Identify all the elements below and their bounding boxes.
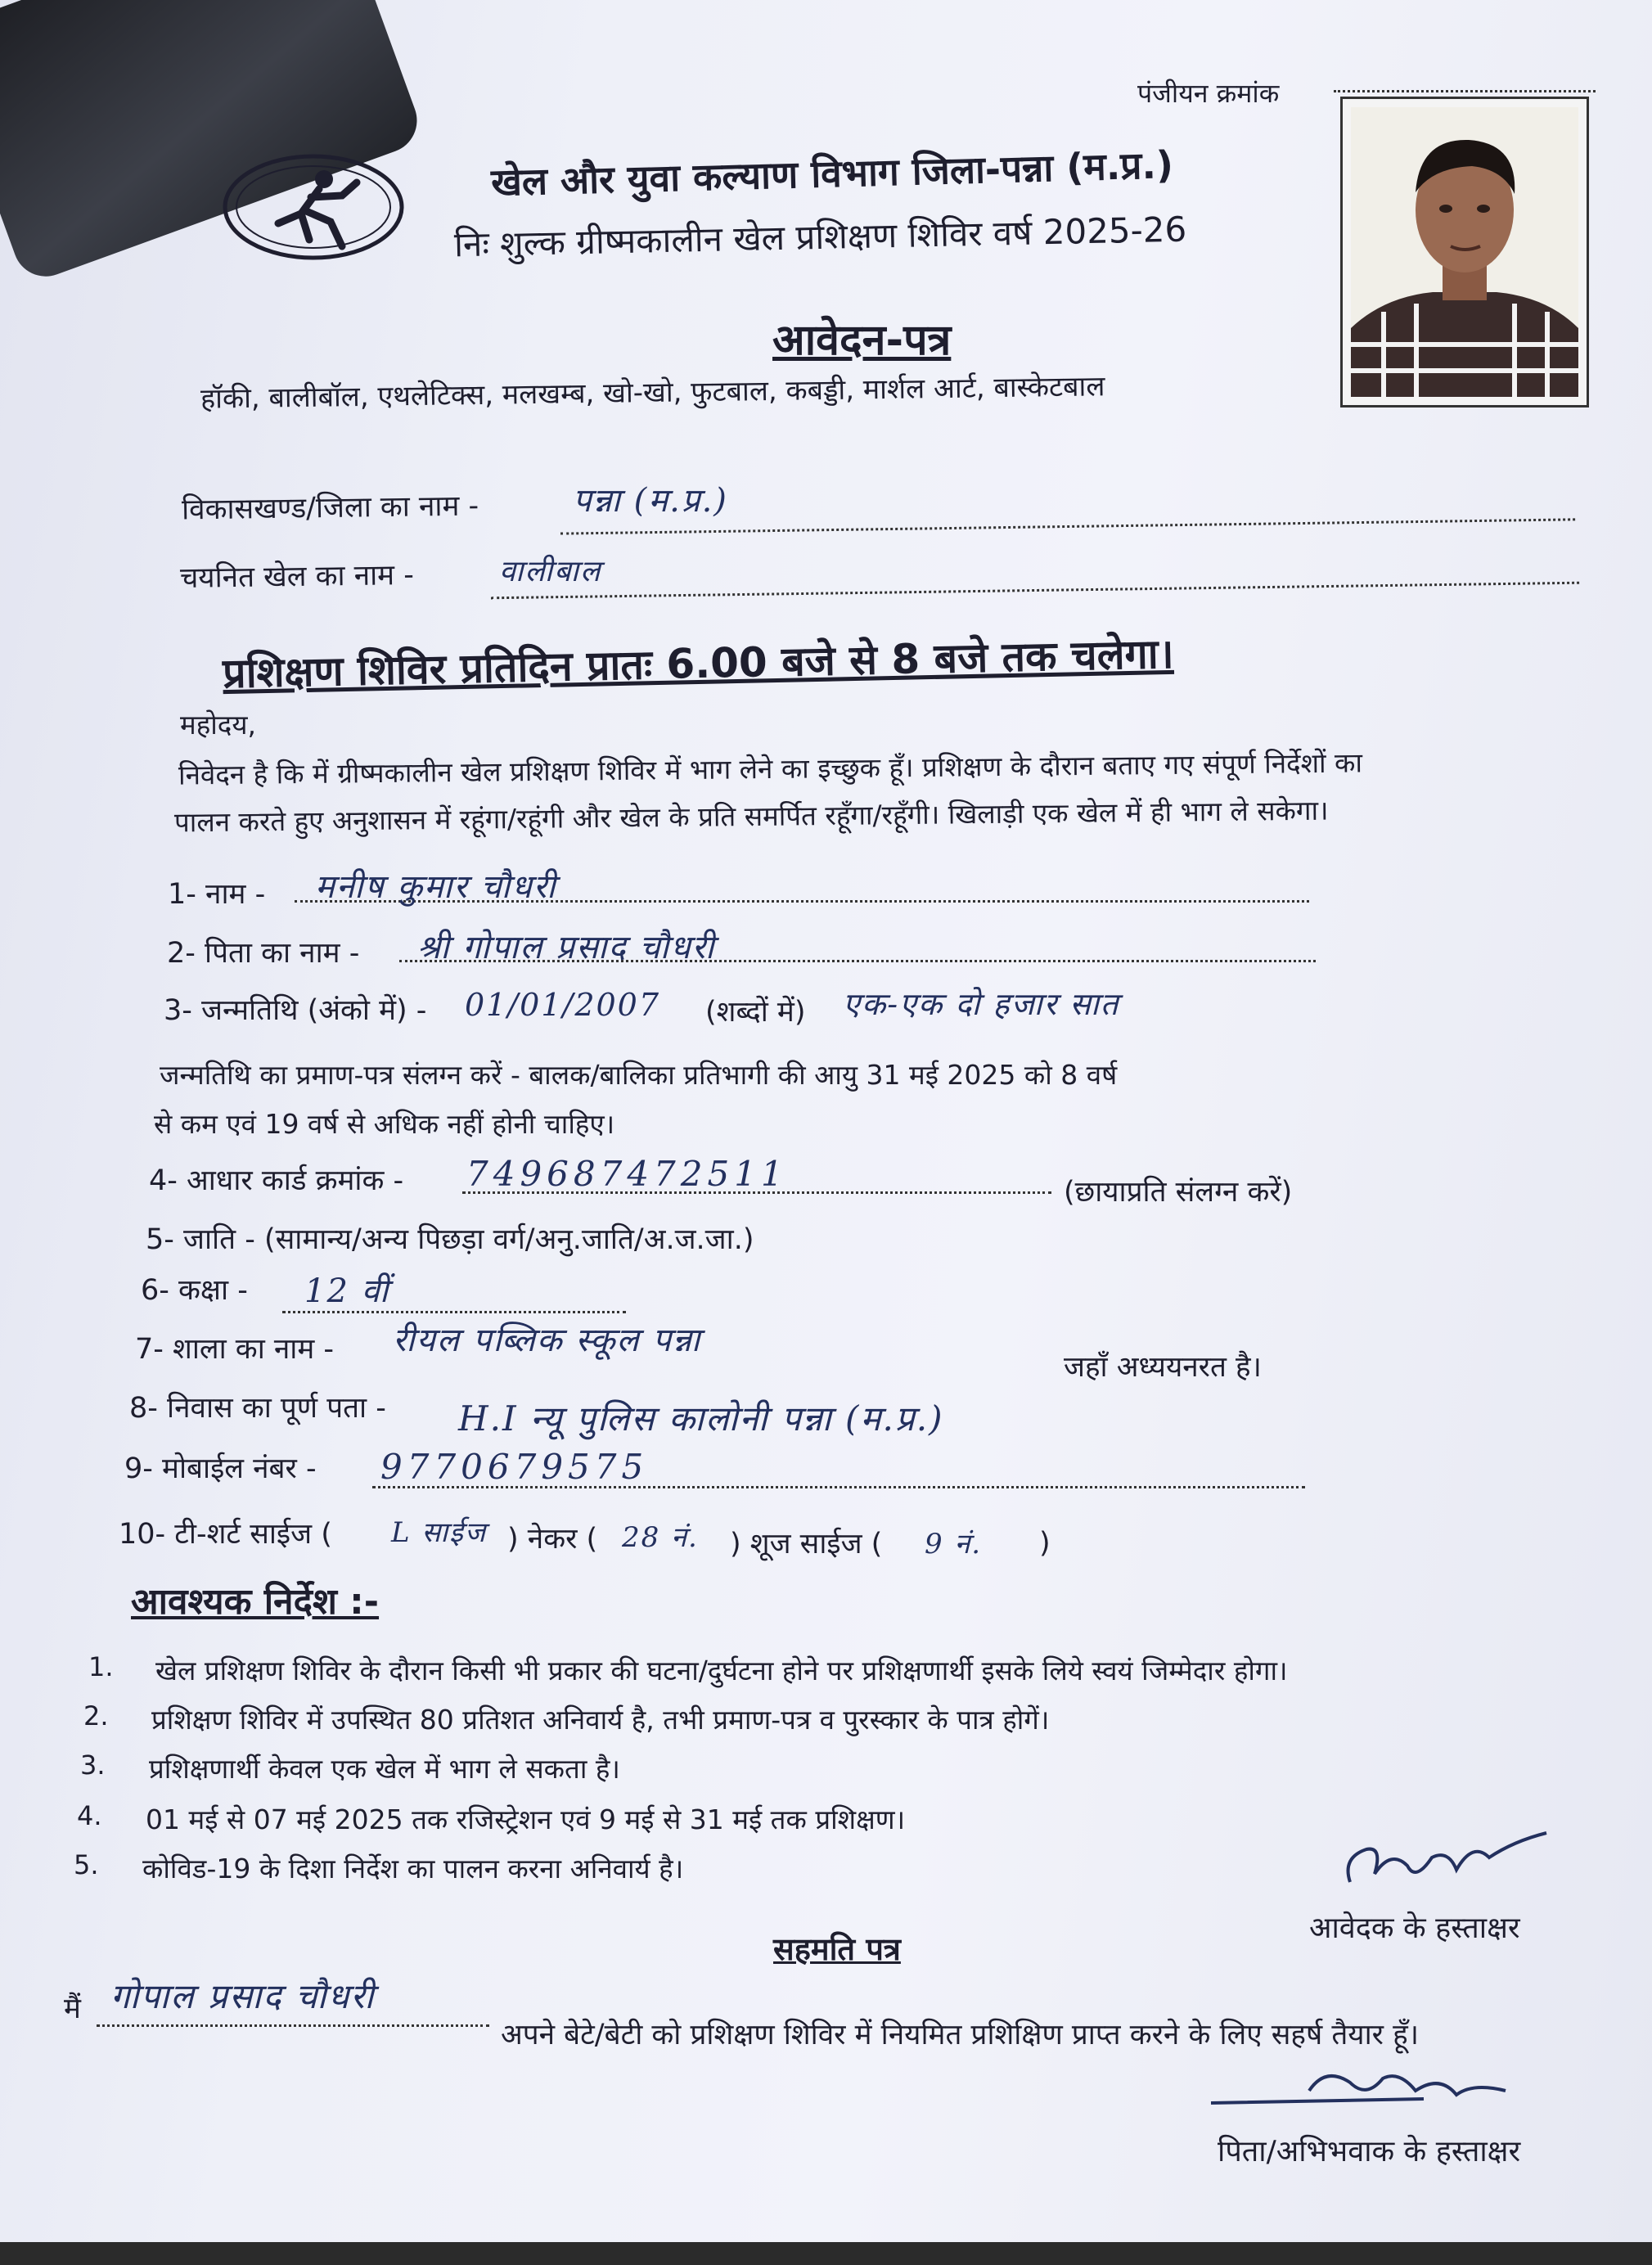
camp-subtitle: निः शुल्क ग्रीष्मकालीन खेल प्रशिक्षण शिविर वर्ष 2025-26 (453, 209, 1187, 265)
applicant-signature-mark (1334, 1825, 1563, 1915)
sport-field[interactable] (491, 565, 1579, 600)
guardian-name-value: गोपाल प्रसाद चौधरी (110, 1976, 376, 2016)
dob-words-label: (शब्दों में) (705, 996, 806, 1029)
instruction-number: 5. (74, 1849, 99, 1880)
department-title: खेल और युवा कल्याण विभाग जिला-पन्ना (म.प्र.) (490, 142, 1174, 205)
department-logo (219, 143, 407, 266)
form-title: आवेदन-पत्र (772, 316, 952, 365)
aadhar-label: 4- आधार कार्ड क्रमांक - (149, 1164, 404, 1197)
class-value: 12 वीं (304, 1272, 390, 1310)
photo-edge-shadow (0, 2242, 1652, 2265)
mobile-label: 9- मोबाईल नंबर - (124, 1452, 317, 1485)
mobile-value: 9770679575 (380, 1447, 649, 1487)
instruction-item: कोविड-19 के दिशा निर्देश का पालन करना अनिवार्य है। (142, 1853, 684, 1884)
guardian-signature-label: पिता/अभिभवाक के हस्ताक्षर (1218, 2135, 1521, 2168)
address-value: H.I न्यू पुलिस कालोनी पन्ना (म.प्र.) (458, 1398, 944, 1439)
instructions-heading: आवश्यक निर्देश :- (131, 1581, 380, 1623)
instruction-item: खेल प्रशिक्षण शिविर के दौरान किसी भी प्रकार की घटना/दुर्घटना होने पर प्रशिक्षणार्थी इसके लिये स्वयं जिम्मेदार होगा। (155, 1655, 1288, 1686)
tshirt-value: L साईज (391, 1516, 488, 1549)
sport-label: चयनित खेल का नाम - (179, 559, 415, 595)
dob-note-1: जन्मतिथि का प्रमाण-पत्र संलग्न करें - बालक/बालिका प्रतिभागी की आयु 31 मई 2025 को 8 वर्ष (160, 1059, 1118, 1091)
applicant-signature-label: आवेदक के हस्ताक्षर (1309, 1912, 1520, 1945)
registration-label: पंजीयन क्रमांक (1137, 78, 1280, 109)
camp-timing-notice: प्रशिक्षण शिविर प्रतिदिन प्रातः 6.00 बजे से 8 बजे तक चलेगा। (222, 629, 1175, 698)
sports-list: हॉकी, बालीबॉल, एथलेटिक्स, मलखम्ब, खो-खो, फुटबाल, कबड्डी, मार्शल आर्ट, बास्केटबाल (200, 370, 1105, 416)
father-value: श्री गोपाल प्रसाद चौधरी (417, 929, 716, 966)
applicant-photo (1340, 97, 1589, 408)
shoe-label: ) शूज साईज ( (730, 1528, 883, 1560)
instruction-number: 2. (83, 1700, 109, 1731)
instruction-item: प्रशिक्षण शिविर में उपस्थित 80 प्रतिशत अनिवार्य है, तभी प्रमाण-पत्र व पुरस्कार के पात्र होगें। (151, 1704, 1050, 1736)
school-value: रीयल पब्लिक स्कूल पन्ना (393, 1322, 702, 1359)
salutation: महोदय, (180, 709, 256, 741)
father-label: 2- पिता का नाम - (167, 937, 360, 970)
aadhar-note: (छायाप्रति संलग्न करें) (1064, 1176, 1293, 1209)
dob-value: 01/01/2007 (465, 987, 661, 1023)
name-label: 1- नाम - (168, 878, 266, 911)
nekar-value: 28 नं. (622, 1521, 699, 1554)
block-label: विकासखण्ड/जिला का नाम - (181, 489, 479, 527)
school-suffix: जहाँ अध्ययनरत है। (1064, 1351, 1262, 1384)
block-value: पन्ना (म.प्र.) (573, 482, 728, 520)
shoe-close: ) (1039, 1527, 1051, 1560)
letter-line-1: निवेदन है कि में ग्रीष्मकालीन खेल प्रशिक्षण शिविर में भाग लेने का इच्छुक हूँ। प्रशिक्षण के दौरान बताए गए संपूर्ण निर्देशों का (178, 746, 1363, 791)
dob-note-2: से कम एवं 19 वर्ष से अधिक नहीं होनी चाहिए। (154, 1108, 615, 1140)
instruction-item: प्रशिक्षणार्थी केवल एक खेल में भाग ले सकता है। (149, 1753, 620, 1785)
caste-label: 5- जाति - (सामान्य/अन्य पिछड़ा वर्ग/अनु.जाति/अ.ज.जा.) (146, 1223, 754, 1256)
instruction-item: 01 मई से 07 मई 2025 तक रजिस्ट्रेशन एवं 9 मई से 31 मई तक प्रशिक्षण। (146, 1803, 906, 1835)
aadhar-value: 749687472511 (466, 1154, 788, 1194)
registration-blank (1334, 90, 1596, 92)
nekar-label: ) नेकर ( (507, 1523, 598, 1556)
class-label: 6- कक्षा - (141, 1274, 248, 1307)
name-value: मनीष कुमार चौधरी (315, 868, 557, 906)
dob-words-value: एक-एक दो हजार सात (843, 986, 1120, 1022)
sport-value: वालीबाल (499, 555, 602, 588)
instruction-number: 1. (88, 1651, 114, 1682)
instruction-number: 3. (80, 1749, 106, 1781)
school-label: 7- शाला का नाम - (135, 1333, 335, 1366)
instruction-number: 4. (77, 1800, 102, 1831)
shoe-value: 9 नं. (925, 1528, 983, 1560)
tshirt-label: 10- टी-शर्ट साईज ( (119, 1518, 332, 1551)
consent-text: अपने बेटे/बेटी को प्रशिक्षण शिविर में नियमित प्रशिक्षिण प्राप्त करने के लिए सहर्ष तैयार हूँ। (501, 2019, 1419, 2051)
consent-prefix: मैं (64, 1993, 81, 2025)
letter-line-2: पालन करते हुए अनुशासन में रहूंगा/रहूंगी और खेल के प्रति समर्पित रहूँगा/रहूँगी। खिलाड़ी एक खेल में ही भाग ले सकेगा। (173, 794, 1329, 839)
guardian-signature-mark (1211, 2058, 1555, 2132)
address-label: 8- निवास का पूर्ण पता - (129, 1392, 386, 1425)
dob-label: 3- जन्मतिथि (अंको में) - (164, 994, 427, 1027)
consent-title: सहमति पत्र (773, 1931, 901, 1967)
